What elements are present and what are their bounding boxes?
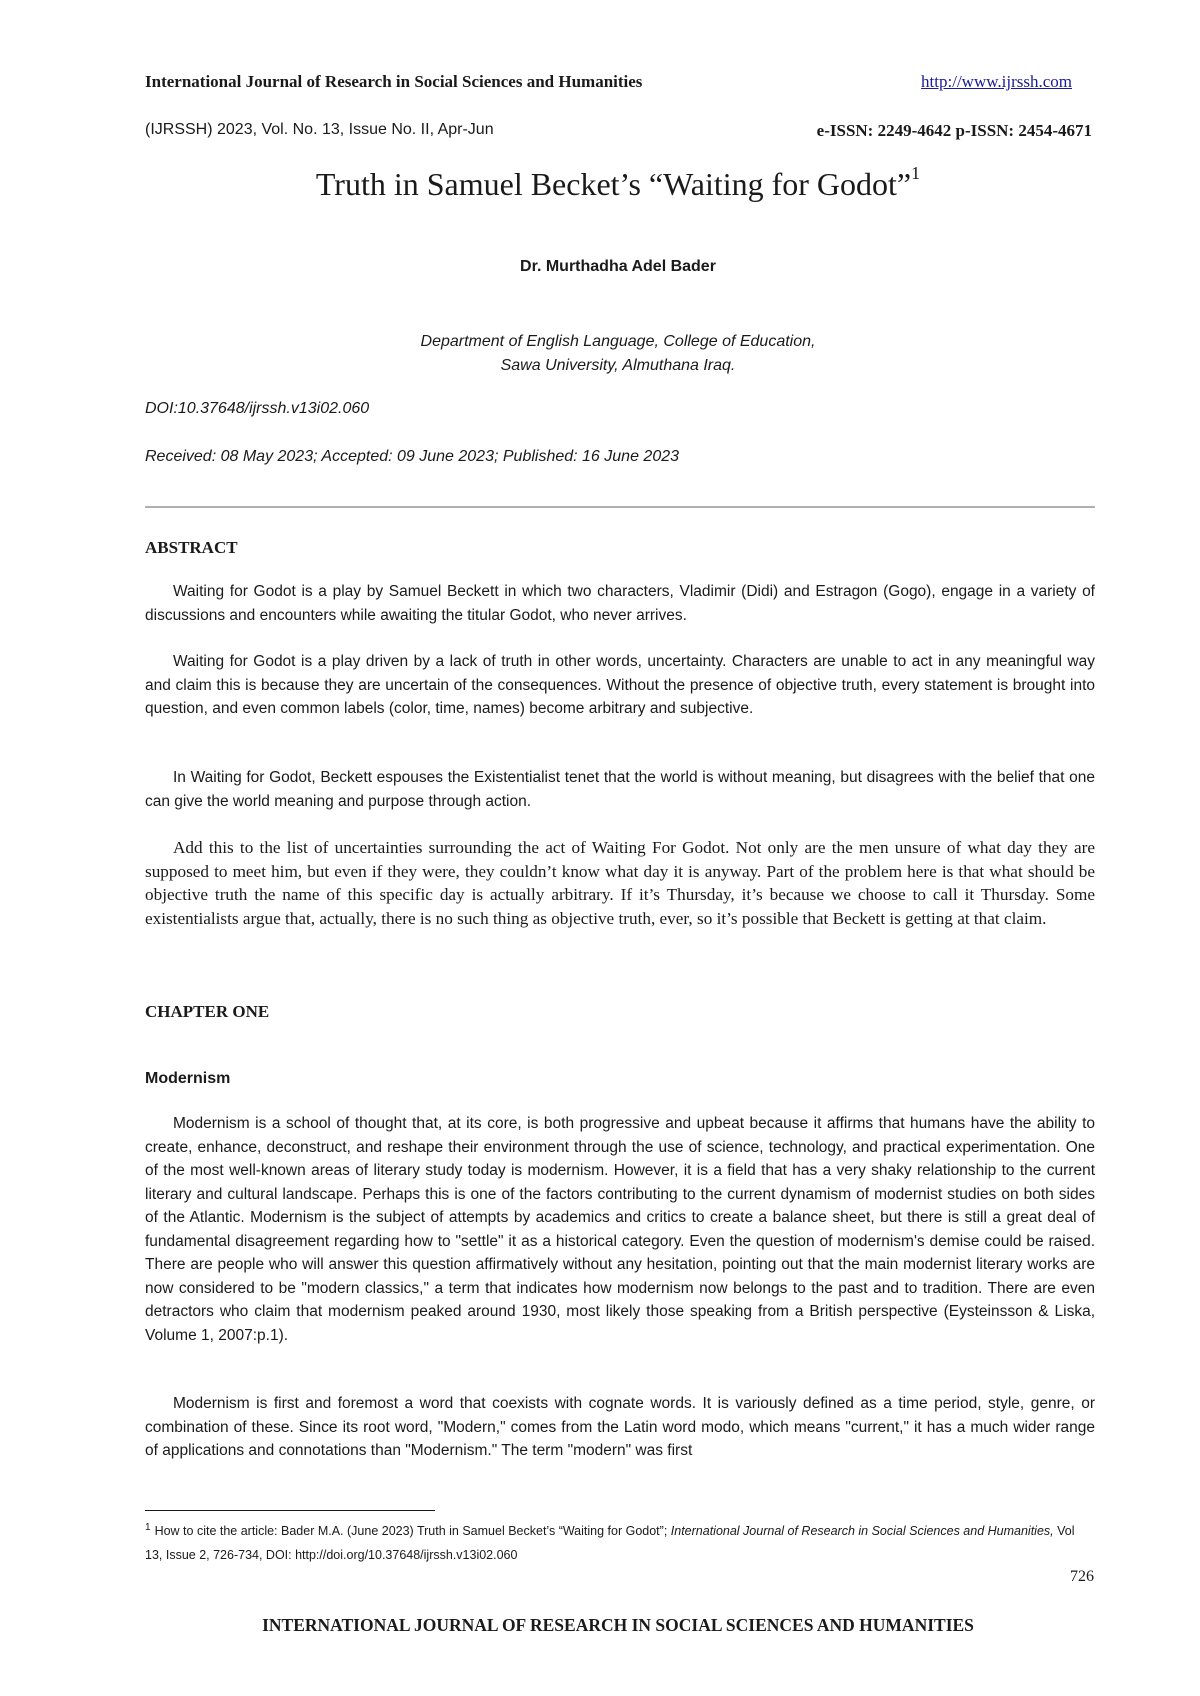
section-heading: Modernism [145,1070,231,1087]
abstract-heading: ABSTRACT [145,538,238,557]
abstract-paragraph: Waiting for Godot is a play driven by a lack of truth in other words, uncertainty. Characters are unable to act in any meaningful way and claim this is because they are uncertain of the consequences. Without the presence of objective truth, every statement is brought into question, and even common labels (color, time, names) become arbitrary and subjective. [145,653,1095,717]
chapter-heading: CHAPTER ONE [145,1002,270,1021]
footnote-mark: 1 [145,1522,151,1533]
header-journal-name: International Journal of Research in Social Sciences and Humanities [145,72,643,91]
body-paragraph: Modernism is a school of thought that, at its core, is both progressive and upbeat because it affirms that humans have the ability to create, enhance, deconstruct, and reshape their environment through the use of science, technology, and practical experimentation. One of the most well-known areas of literary study today is modernism. However, it is a field that has a very shaky relationship to the current literary and cultural landscape. Perhaps this is one of the factors contributing to the current dynamism of modernist studies on both sides of the Atlantic. Modernism is the subject of attempts by academics and critics to create a balance sheet, but there is still a great deal of fundamental disagreement regarding how to "settle" it as a historical category. Even the question of modernism's demise could be raised. There are people who will answer this question affirmatively without any hesitation, pointing out that the main modernist literary works are now considered to be "modern classics," a term that indicates how modernism now belongs to the past and to tradition. There are even detractors who claim that modernism peaked around 1930, most likely those speaking from a British perspective (Eysteinsson & Liska, Volume 1, 2007:p.1). [145,1115,1095,1344]
doi: DOI:10.37648/ijrssh.v13i02.060 [145,400,370,417]
footnote-journal: International Journal of Research in Social Sciences and Humanities, [670,1524,1054,1538]
abstract-paragraph: Waiting for Godot is a play by Samuel Beckett in which two characters, Vladimir (Didi) and Estragon (Gogo), engage in a variety of discussions and encounters while awaiting the titular Godot, who never arrives. [145,583,1095,624]
abstract-paragraph: In Waiting for Godot, Beckett espouses the Existentialist tenet that the world is without meaning, but disagrees with the belief that one can give the world meaning and purpose through action. [145,769,1095,810]
title-footnote-mark[interactable]: 1 [911,163,921,184]
header-journal-link[interactable]: http://www.ijrssh.com [921,72,1072,91]
footnote-text: How to cite the article: Bader M.A. (June 2023) Truth in Samuel Becket’s “Waiting for Godot”; [154,1524,668,1538]
footnote [145,1520,1095,1566]
page-number: 726 [1070,1568,1094,1585]
paper-title-text: Truth in Samuel Becket’s “Waiting for Godot” [315,166,912,202]
page-footer: INTERNATIONAL JOURNAL OF RESEARCH IN SOCIAL SCIENCES AND HUMANITIES [262,1615,974,1635]
footnote-divider [145,1510,435,1511]
header-issn: e-ISSN: 2249-4642 p-ISSN: 2454-4671 [816,121,1092,140]
footnote-citation: Vol 13, Issue 2, 726-734, DOI: http://doi.org/10.37648/ijrssh.v13i02.060 [145,1524,1075,1562]
header-divider [145,506,1095,508]
affiliation-line-1: Department of English Language, College of Education, [420,333,816,350]
affiliation [0,330,1200,378]
author-name: Dr. Murthadha Adel Bader [520,258,716,275]
header-issue-info: (IJRSSH) 2023, Vol. No. 13, Issue No. II, Apr-Jun [145,121,494,138]
body-paragraph: Modernism is first and foremost a word that coexists with cognate words. It is variously defined as a time period, style, genre, or combination of these. Since its root word, "Modern," comes from the Latin word modo, which means "current," it has a much wider range of applications and connotations than "Modernism." The term "modern" was first [145,1395,1095,1459]
abstract-paragraph: Add this to the list of uncertainties surrounding the act of Waiting For Godot. Not only are the men unsure of what day they are supposed to meet him, but even if they were, they couldn’t know what day it is anyway. Part of the problem here is that what should be objective truth the name of this specific day is actually arbitrary. If it’s Thursday, it’s because we choose to call it Thursday. Some existentialists argue that, actually, there is no such thing as objective truth, ever, so it’s possible that Beckett is getting at that claim. [145,838,1095,928]
affiliation-line-2: Sawa University, Almuthana Iraq. [500,357,736,374]
paper-title [0,163,1200,203]
publication-dates: Received: 08 May 2023; Accepted: 09 June 2023; Published: 16 June 2023 [145,448,680,465]
